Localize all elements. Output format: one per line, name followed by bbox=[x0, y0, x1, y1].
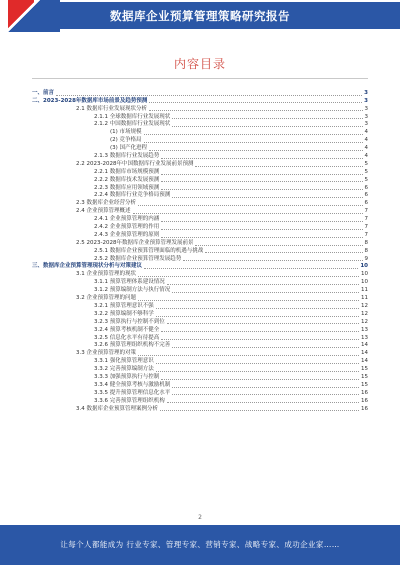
toc-leader-dots bbox=[149, 102, 362, 103]
toc-leader-dots bbox=[161, 237, 362, 238]
toc-entry-title: 3.3.3 加强预算执行与控制 bbox=[94, 373, 160, 380]
toc-entry-title: 3.2 企业预算管理的问题 bbox=[76, 295, 136, 302]
toc-entry-page: 13 bbox=[361, 326, 368, 333]
toc-entry[interactable] bbox=[32, 326, 368, 334]
toc-entry-page: 15 bbox=[361, 366, 368, 373]
toc-entry-page: 7 bbox=[364, 224, 368, 231]
toc-entry[interactable] bbox=[32, 136, 368, 144]
toc-entry-title: 3.2.3 预算执行与控制不到位 bbox=[94, 318, 165, 325]
toc-entry-title: 2.2.1 数据库市场规模预测 bbox=[94, 168, 160, 175]
toc-entry-page: 3 bbox=[364, 105, 368, 112]
toc-entry-page: 9 bbox=[364, 255, 368, 262]
toc-entry-page: 6 bbox=[364, 184, 368, 191]
toc-leader-dots bbox=[56, 95, 362, 96]
toc-leader-dots bbox=[149, 150, 362, 151]
toc-leader-dots bbox=[161, 181, 362, 182]
toc-entry-title: 三、数据库企业预算管理现状分析与对策建议 bbox=[32, 263, 143, 270]
toc-entry-title: 2.3 数据库企业经营分析 bbox=[76, 200, 136, 207]
toc-leader-dots bbox=[144, 268, 358, 269]
toc-entry-page: 3 bbox=[364, 113, 368, 120]
toc-leader-dots bbox=[161, 229, 362, 230]
toc-leader-dots bbox=[161, 331, 359, 332]
toc-leader-dots bbox=[172, 292, 359, 293]
toc-entry-title: 2.2.2 数据库技术发展预测 bbox=[94, 176, 160, 183]
toc-entry-page: 3 bbox=[364, 121, 368, 128]
toc-entry-page: 15 bbox=[361, 373, 368, 380]
toc-entry-title: 3.2.2 预算编制不够科学 bbox=[94, 310, 154, 317]
toc-entry-title: 2.5.1 数据库企业预算管理面临的机遇与挑战 bbox=[94, 247, 204, 254]
toc-leader-dots bbox=[172, 387, 359, 388]
toc-entry[interactable] bbox=[32, 294, 368, 302]
toc-entry[interactable] bbox=[32, 223, 368, 231]
toc-leader-dots bbox=[195, 245, 362, 246]
toc-entry-title: 2.1.1 全球数据库行业发展现状 bbox=[94, 113, 171, 120]
toc-entry-title: (2) 竞争格局 bbox=[110, 137, 142, 144]
toc-leader-dots bbox=[156, 308, 359, 309]
toc-entry[interactable] bbox=[32, 302, 368, 310]
toc-leader-dots bbox=[149, 110, 363, 111]
toc-leader-dots bbox=[144, 142, 363, 143]
toc-entry-title: (3) 国产化进程 bbox=[110, 145, 148, 152]
toc-leader-dots bbox=[161, 174, 362, 175]
toc-entry-page: 16 bbox=[361, 405, 368, 412]
toc-entry[interactable] bbox=[32, 192, 368, 200]
toc-entry[interactable] bbox=[32, 128, 368, 136]
toc-entry-title: 3.2.4 预算考核机制不健全 bbox=[94, 326, 160, 333]
toc-leader-dots bbox=[183, 260, 362, 261]
toc-entry[interactable] bbox=[32, 152, 368, 160]
toc-leader-dots bbox=[172, 347, 359, 348]
toc-entry-page: 10 bbox=[360, 263, 368, 270]
toc-entry-title: 2.5.2 数据库企业预算管理发展趋势 bbox=[94, 255, 182, 262]
toc-entry-page: 10 bbox=[361, 271, 368, 278]
toc-entry-page: 4 bbox=[364, 137, 368, 144]
toc-entry-title: 2.4 企业预算管理概述 bbox=[76, 208, 131, 215]
toc-leader-dots bbox=[138, 355, 359, 356]
toc-entry-title: 3.3.1 强化预算管理意识 bbox=[94, 358, 154, 365]
toc-entry-page: 14 bbox=[361, 342, 368, 349]
toc-entry-title: 2.4.1 企业预算管理的内涵 bbox=[94, 216, 160, 223]
toc-entry-page: 4 bbox=[364, 153, 368, 160]
toc-leader-dots bbox=[144, 134, 363, 135]
toc-entry-page: 12 bbox=[361, 310, 368, 317]
toc-entry[interactable] bbox=[32, 310, 368, 318]
toc-entry[interactable] bbox=[32, 373, 368, 381]
toc-entry-page: 16 bbox=[361, 389, 368, 396]
toc-entry-title: 一、前言 bbox=[32, 89, 55, 96]
toc-leader-dots bbox=[138, 205, 363, 206]
toc-entry[interactable] bbox=[32, 255, 368, 263]
toc-entry-title: 3.1.2 预算编制方法与执行情况 bbox=[94, 287, 171, 294]
toc-entry[interactable] bbox=[32, 286, 368, 294]
toc-entry-page: 3 bbox=[364, 97, 368, 104]
toc-entry-title: 2.1.3 数据库行业发展趋势 bbox=[94, 153, 160, 160]
toc-entry-page: 6 bbox=[364, 200, 368, 207]
toc-leader-dots bbox=[160, 410, 359, 411]
toc-leader-dots bbox=[138, 300, 359, 301]
toc-entry-title: 3.2.6 预算管理组织机构不完善 bbox=[94, 342, 171, 349]
toc-entry-title: 3.2.5 信息化水平有待提高 bbox=[94, 334, 160, 341]
toc-entry[interactable] bbox=[32, 207, 368, 215]
toc-heading: 内容目录 bbox=[173, 57, 226, 71]
toc-entry-page: 11 bbox=[361, 287, 368, 294]
toc-leader-dots bbox=[161, 189, 362, 190]
toc-entry-page: 3 bbox=[364, 89, 368, 96]
toc-entry-page: 7 bbox=[364, 231, 368, 238]
toc-entry[interactable] bbox=[32, 176, 368, 184]
toc-leader-dots bbox=[172, 197, 362, 198]
toc-entry[interactable] bbox=[32, 318, 368, 326]
toc-entry[interactable] bbox=[32, 239, 368, 247]
toc-leader-dots bbox=[172, 394, 359, 395]
toc-entry-page: 16 bbox=[361, 397, 368, 404]
toc-entry[interactable] bbox=[32, 405, 368, 413]
toc-entry[interactable] bbox=[32, 97, 368, 105]
toc-entry[interactable] bbox=[32, 105, 368, 113]
toc-entry[interactable] bbox=[32, 357, 368, 365]
toc-entry-page: 15 bbox=[361, 381, 368, 388]
toc-entry-title: 3.3.6 完善预算管理组织机构 bbox=[94, 397, 165, 404]
toc-entry[interactable] bbox=[32, 270, 368, 278]
toc-entry-title: 3.4 数据库企业预算管理案例分析 bbox=[76, 405, 158, 412]
toc-leader-dots bbox=[156, 371, 359, 372]
toc-leader-dots bbox=[138, 276, 359, 277]
page-number: 2 bbox=[198, 514, 202, 521]
toc-entry[interactable] bbox=[32, 397, 368, 405]
toc-entry-page: 12 bbox=[361, 302, 368, 309]
toc-entry-title: 3.1.1 预算管理体系建设情况 bbox=[94, 279, 165, 286]
toc-entry[interactable] bbox=[32, 365, 368, 373]
table-of-contents bbox=[32, 89, 368, 413]
toc-entry-page: 14 bbox=[361, 350, 368, 357]
toc-entry[interactable] bbox=[32, 342, 368, 350]
toc-leader-dots bbox=[161, 221, 362, 222]
toc-entry[interactable] bbox=[32, 168, 368, 176]
toc-entry-title: 3.3.2 完善预算编制方法 bbox=[94, 366, 154, 373]
toc-entry-page: 4 bbox=[364, 145, 368, 152]
toc-entry-page: 12 bbox=[361, 318, 368, 325]
toc-entry[interactable] bbox=[32, 184, 368, 192]
toc-entry[interactable] bbox=[32, 160, 368, 168]
toc-leader-dots bbox=[156, 363, 359, 364]
toc-divider bbox=[32, 78, 368, 79]
toc-entry-title: 3.1 企业预算管理的现状 bbox=[76, 271, 136, 278]
toc-entry-title: 2.4.2 企业预算管理的作用 bbox=[94, 224, 160, 231]
toc-entry[interactable] bbox=[32, 389, 368, 397]
toc-leader-dots bbox=[172, 126, 362, 127]
toc-leader-dots bbox=[161, 158, 362, 159]
toc-entry[interactable] bbox=[32, 278, 368, 286]
toc-entry[interactable] bbox=[32, 231, 368, 239]
report-title: 数据库企业预算管理策略研究报告 bbox=[110, 9, 290, 23]
toc-entry[interactable] bbox=[32, 121, 368, 129]
toc-entry-title: 2.2.4 数据库行业竞争格局预测 bbox=[94, 192, 171, 199]
toc-leader-dots bbox=[167, 402, 359, 403]
toc-entry-page: 6 bbox=[364, 192, 368, 199]
toc-entry-page: 4 bbox=[364, 129, 368, 136]
toc-entry[interactable] bbox=[32, 144, 368, 152]
toc-leader-dots bbox=[161, 379, 359, 380]
toc-entry-title: 3.2.1 预算管理意识不强 bbox=[94, 302, 154, 309]
toc-entry[interactable] bbox=[32, 215, 368, 223]
toc-leader-dots bbox=[205, 252, 362, 253]
toc-entry-title: 2.1 数据库行业发展现状分析 bbox=[76, 105, 147, 112]
toc-entry-page: 13 bbox=[361, 334, 368, 341]
toc-entry-title: 3.3 企业预算管理的对策 bbox=[76, 350, 136, 357]
toc-entry-title: 3.3.4 健全预算考核与激励机制 bbox=[94, 381, 171, 388]
toc-leader-dots bbox=[167, 284, 359, 285]
toc-entry[interactable] bbox=[32, 381, 368, 389]
toc-entry-page: 8 bbox=[364, 239, 368, 246]
toc-entry[interactable] bbox=[32, 263, 368, 271]
toc-leader-dots bbox=[195, 166, 362, 167]
toc-entry[interactable] bbox=[32, 349, 368, 357]
toc-entry-page: 5 bbox=[364, 168, 368, 175]
toc-entry-title: 二、2023-2028年数据库市场前景及趋势预测 bbox=[32, 97, 148, 104]
report-header-banner bbox=[0, 0, 400, 32]
toc-entry-page: 7 bbox=[364, 216, 368, 223]
toc-entry-title: 2.2 2023-2028年中国数据库行业发展前景预测 bbox=[76, 160, 194, 167]
toc-entry-page: 5 bbox=[364, 176, 368, 183]
footer-slogan: 让每个人都能成为 行业专家、管理专家、营销专家、战略专家、成功企业家…… bbox=[60, 540, 340, 549]
toc-entry-page: 7 bbox=[364, 208, 368, 215]
toc-entry[interactable] bbox=[32, 199, 368, 207]
toc-leader-dots bbox=[156, 316, 359, 317]
toc-entry[interactable] bbox=[32, 247, 368, 255]
toc-entry[interactable] bbox=[32, 113, 368, 121]
toc-entry-title: 2.4.3 企业预算管理的原则 bbox=[94, 231, 160, 238]
toc-entry-page: 5 bbox=[364, 160, 368, 167]
toc-entry[interactable] bbox=[32, 334, 368, 342]
toc-entry-page: 11 bbox=[361, 295, 368, 302]
toc-entry-title: 3.3.5 提升预算管理信息化水平 bbox=[94, 389, 171, 396]
toc-entry-title: (1) 市场规模 bbox=[110, 129, 142, 136]
toc-entry-title: 2.2.3 数据库应用领域预测 bbox=[94, 184, 160, 191]
toc-entry-page: 8 bbox=[364, 247, 368, 254]
toc-leader-dots bbox=[161, 339, 359, 340]
toc-entry-page: 10 bbox=[361, 279, 368, 286]
toc-entry-page: 14 bbox=[361, 358, 368, 365]
toc-leader-dots bbox=[133, 213, 363, 214]
toc-leader-dots bbox=[172, 118, 362, 119]
toc-entry-title: 2.1.2 中国数据库行业发展现状 bbox=[94, 121, 171, 128]
toc-entry[interactable] bbox=[32, 89, 368, 97]
footer-banner bbox=[0, 525, 400, 565]
toc-entry-title: 2.5 2023-2028年数据库企业预算管理发展前景 bbox=[76, 239, 194, 246]
toc-leader-dots bbox=[167, 323, 359, 324]
